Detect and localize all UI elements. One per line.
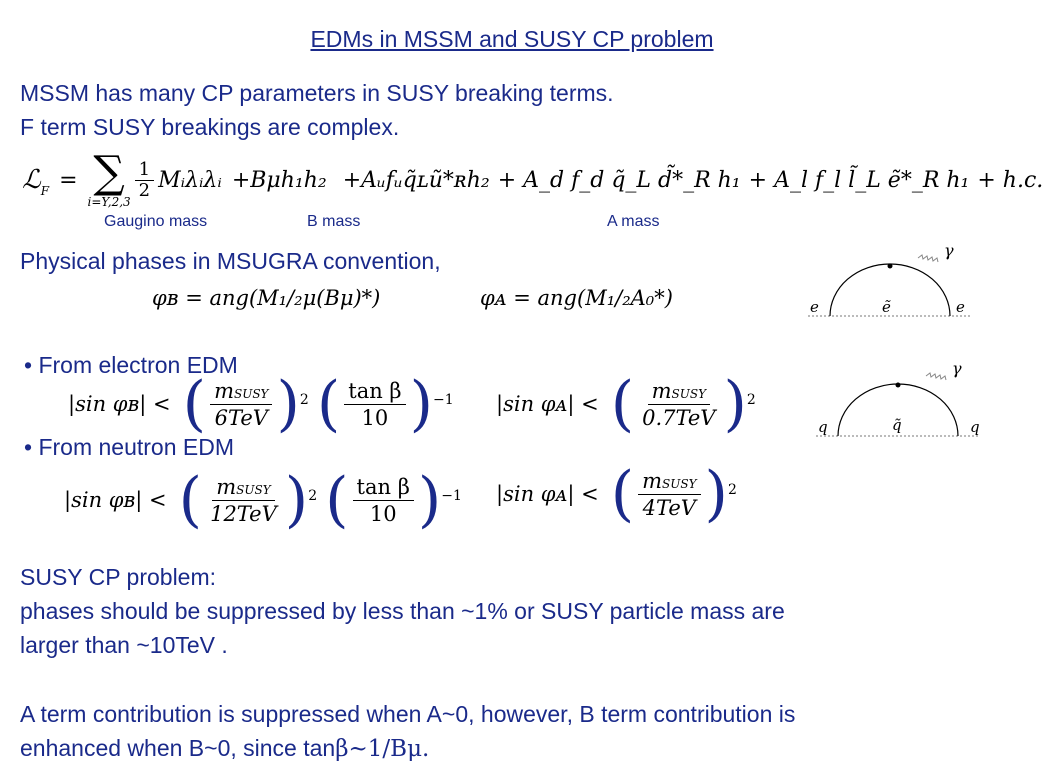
gaugino-mass-label: Gaugino mass	[104, 213, 208, 230]
a-lepton-term: + A_l f_l l̃_L ẽ*_R h₁	[748, 167, 970, 193]
electron-a-bound: |sin φᴀ| < ( $\frac{\text{mSUSY}}{\text{0.7TeV}}$ ) 2	[496, 369, 756, 439]
half-fraction: $\frac{1}{2}$	[135, 160, 154, 201]
neutron-a-mass-fraction: $\frac{\text{mSUSY}}{\text{4TeV}}$	[638, 468, 700, 521]
lagrangian-lhs: ℒF	[22, 165, 50, 198]
electron-b-bound: |sin φʙ| < ( $\frac{\text{mSUSY}}{\text{6TeV}}$ ) 2 ( $\frac{\text{tan β}}{10}$ ) −1	[68, 369, 454, 439]
electron-edm-bullet: • From electron EDM	[24, 352, 238, 378]
neutron-edm-bullet: • From neutron EDM	[24, 434, 234, 460]
aterm-line-2: enhanced when B~0, since tanβ~1/Bμ.	[20, 735, 430, 762]
phi-b-definition: φʙ = ang(M₁/₂μ(Bμ)*)	[152, 286, 381, 310]
mid-particle-label: ẽ	[882, 298, 891, 316]
photon-label: γ	[944, 241, 954, 260]
photon-wavy-line	[918, 255, 938, 262]
neutron-b-bound: |sin φʙ| < ( $\frac{\text{mSUSY}}{\text{12TeV}}$ ) 2 ( $\frac{\text{tan β}}{10}$ ) −1	[64, 465, 462, 535]
phases-heading: Physical phases in MSUGRA convention,	[20, 248, 441, 274]
slide-title: EDMs in MSSM and SUSY CP problem	[310, 26, 714, 52]
a-down-term: + A_d f_d q̃_L d̃*_R h₁	[497, 167, 741, 193]
photon-wavy-line	[926, 373, 946, 380]
electron-b-mass-fraction: $\frac{\text{mSUSY}}{\text{6TeV}}$	[210, 378, 272, 431]
vertex-dot	[896, 383, 901, 388]
electron-b-lhs: |sin φʙ| <	[68, 392, 171, 416]
b-mass-label: B mass	[307, 213, 361, 230]
left-particle-label: e	[810, 298, 819, 316]
lagrangian-equation: ℒF = ∑ i=Y,2,3 $\frac{1}{2}$ Mᵢλᵢλᵢ +Bμh₁h₂ +Aᵤfᵤq̃ʟũ*ʀh₂ + A_d f_d q̃_L d̃*_R h₁ + A_l f_l l̃_L ẽ*_R h₁ + h.c.	[22, 147, 1043, 209]
hc-term: + h.c.	[977, 167, 1043, 193]
right-particle-label: e	[956, 298, 965, 316]
problem-line-1: phases should be suppressed by less than ~1% or SUSY particle mass are	[20, 598, 785, 624]
intro-line-2: F term SUSY breakings are complex.	[20, 114, 400, 140]
neutron-a-lhs: |sin φᴀ| <	[496, 482, 599, 506]
electron-a-lhs: |sin φᴀ| <	[496, 392, 599, 416]
gaugino-term: Mᵢλᵢλᵢ	[158, 167, 222, 193]
photon-label: γ	[952, 359, 962, 378]
sum-symbol: ∑ i=Y,2,3	[87, 147, 131, 209]
electron-a-mass-fraction: $\frac{\text{mSUSY}}{\text{0.7TeV}}$	[642, 378, 716, 430]
left-particle-label: q	[818, 418, 828, 436]
electron-tan-fraction: $\frac{\text{tan β}}{10}$	[344, 378, 405, 431]
quark-edm-diagram	[808, 356, 988, 446]
intro-line-1: MSSM has many CP parameters in SUSY breaking terms.	[20, 80, 614, 106]
electron-edm-diagram	[800, 236, 980, 326]
neutron-b-mass-fraction: $\frac{\text{mSUSY}}{\text{12TeV}}$	[210, 474, 277, 526]
a-up-term: +Aᵤfᵤq̃ʟũ*ʀh₂	[342, 167, 490, 193]
problem-heading: SUSY CP problem:	[20, 564, 217, 590]
neutron-tan-fraction: $\frac{\text{tan β}}{10}$	[353, 474, 414, 527]
mid-particle-label: q̃	[892, 416, 902, 434]
aterm-line-1: A term contribution is suppressed when A~0, however, B term contribution is	[20, 701, 796, 727]
neutron-a-bound: |sin φᴀ| < ( $\frac{\text{mSUSY}}{\text{4TeV}}$ ) 2	[496, 459, 737, 529]
neutron-b-lhs: |sin φʙ| <	[64, 488, 167, 512]
a-mass-label: A mass	[607, 213, 660, 230]
right-particle-label: q	[970, 418, 980, 436]
problem-line-2: larger than ~10TeV .	[20, 632, 228, 658]
b-term: +Bμh₁h₂	[231, 167, 327, 193]
phi-a-definition: φᴀ = ang(M₁/₂A₀*)	[480, 286, 673, 310]
vertex-dot	[888, 264, 893, 269]
